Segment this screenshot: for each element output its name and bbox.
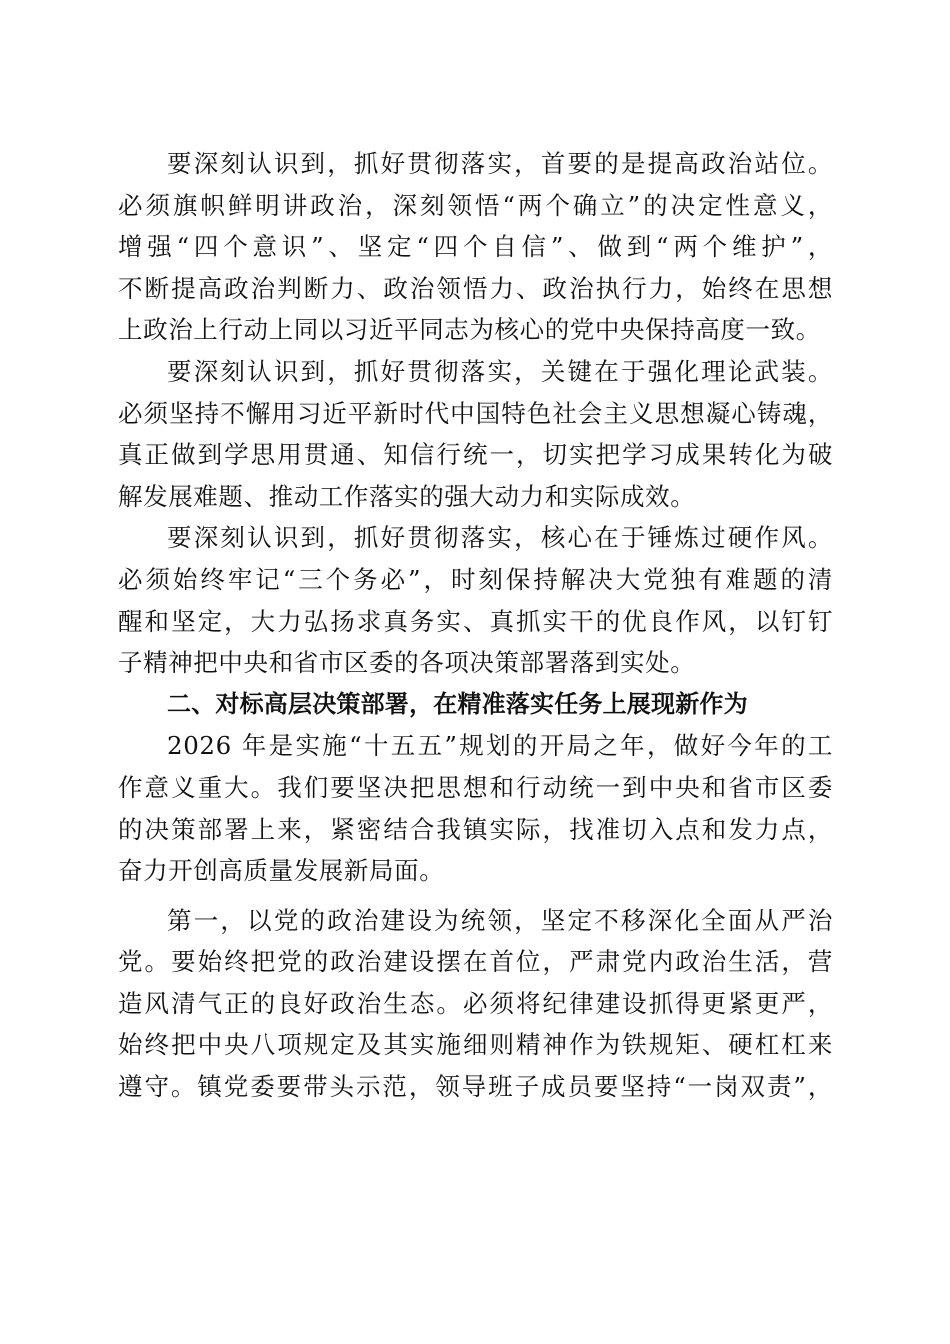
- paragraph-line: 2026 年是实施“十五五”规划的开局之年，做好今年的工: [167, 731, 833, 761]
- paragraph-line: 必须坚持不懈用习近平新时代中国特色社会主义思想凝心铸魂，: [118, 398, 833, 428]
- paragraph-line: 始终把中央八项规定及其实施细则精神作为铁规矩、硬杠杠来: [118, 1030, 833, 1060]
- paragraph-line: 的决策部署上来，紧密结合我镇实际，找准切入点和发力点，: [118, 814, 833, 844]
- paragraph-spacer: [118, 892, 833, 900]
- paragraph-line: 必须始终牢记“三个务必”，时刻保持解决大党独有难题的清: [118, 564, 833, 594]
- paragraph-line: 不断提高政治判断力、政治领悟力、政治执行力，始终在思想: [118, 273, 833, 303]
- paragraph-theory-armament: [118, 351, 833, 517]
- section-heading: 二、对标高层决策部署，在精准落实任务上展现新作为: [167, 689, 748, 718]
- paragraph-line: 必须旗帜鲜明讲政治，深刻领悟“两个确立”的决定性意义，: [118, 190, 833, 220]
- paragraph-line: 要深刻认识到，抓好贯彻落实，核心在于锤炼过硬作风。: [167, 523, 833, 553]
- paragraph-line: 要深刻认识到，抓好贯彻落实，关键在于强化理论武装。: [167, 356, 833, 386]
- paragraph-2026-plan: [118, 725, 833, 891]
- paragraph-line: 奋力开创高质量发展新局面。: [118, 856, 445, 886]
- paragraph-line: 第一，以党的政治建设为统领，坚定不移深化全面从严治: [167, 905, 833, 935]
- paragraph-line: 增强“四个意识”、坚定“四个自信”、做到“两个维护”，: [118, 232, 833, 262]
- paragraph-line: 解发展难题、推动工作落实的强大动力和实际成效。: [118, 481, 696, 511]
- paragraph-line: 党。要始终把党的政治建设摆在首位，严肃党内政治生活，营: [118, 947, 833, 977]
- paragraph-line: 造风清气正的良好政治生态。必须将纪律建设抓得更紧更严，: [118, 988, 833, 1018]
- paragraph-party-building: [118, 900, 833, 1108]
- paragraph-line: 遵守。镇党委要带头示范，领导班子成员要坚持“一岗双责”，: [118, 1072, 833, 1102]
- document-body: [118, 143, 833, 1108]
- paragraph-line: 作意义重大。我们要坚决把思想和行动统一到中央和省市区委: [118, 772, 833, 802]
- paragraph-line: 真正做到学思用贯通、知信行统一，切实把学习成果转化为破: [118, 440, 833, 470]
- paragraph-line: 醒和坚定，大力弘扬求真务实、真抓实干的优良作风，以钉钉: [118, 606, 833, 636]
- paragraph-work-style: [118, 517, 833, 683]
- paragraph-line: 上政治上行动上同以习近平同志为核心的党中央保持高度一致。: [118, 315, 821, 345]
- paragraph-political-stance: [118, 143, 833, 351]
- paragraph-line: 要深刻认识到，抓好贯彻落实，首要的是提高政治站位。: [167, 149, 833, 178]
- paragraph-line: 子精神把中央和省市区委的各项决策部署落到实处。: [118, 648, 696, 678]
